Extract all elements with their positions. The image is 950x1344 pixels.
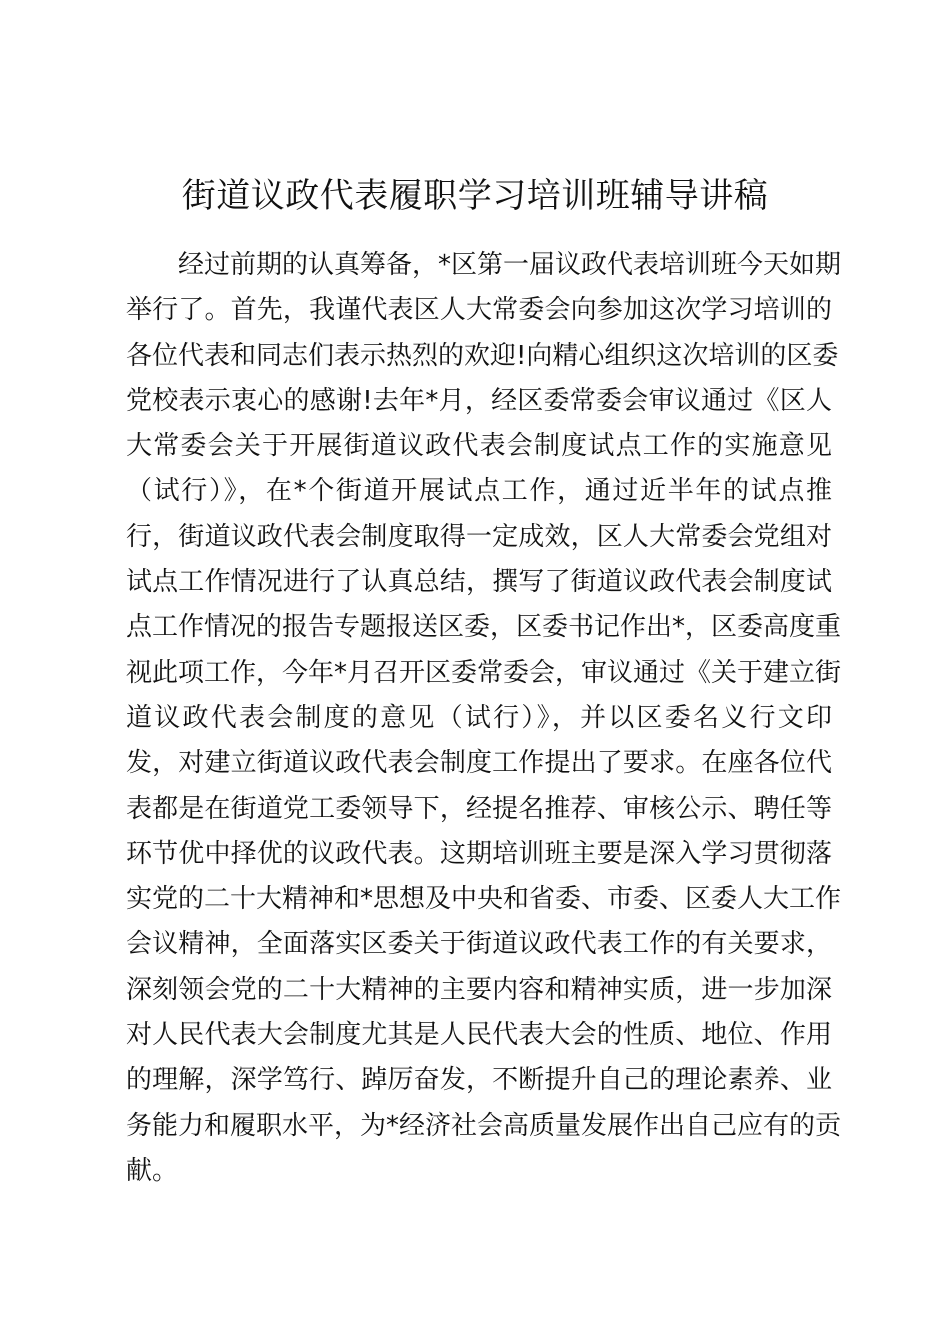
body-line: 务能力和履职水平，为*经济社会高质量发展作出自己应有的贡: [126, 1110, 842, 1141]
body-line: 环节优中择优的议政代表。这期培训班主要是深入学习贯彻落: [126, 838, 832, 869]
body-line: 党校表示衷心的感谢!去年*月，经区委常委会审议通过《区人: [126, 385, 832, 416]
body-line: 会议精神，全面落实区委关于街道议政代表工作的有关要求，: [126, 929, 832, 960]
body-line: 经过前期的认真筹备，*区第一届议政代表培训班今天如期: [178, 250, 842, 280]
document-title: 街道议政代表履职学习培训班辅导讲稿: [181, 176, 769, 216]
body-line: 大常委会关于开展街道议政代表会制度试点工作的实施意见: [126, 431, 832, 462]
body-line: 对人民代表大会制度尤其是人民代表大会的性质、地位、作用: [126, 1020, 832, 1051]
body-line: 视此项工作，今年*月召开区委常委会，审议通过《关于建立街: [126, 657, 842, 688]
body-line: 实党的二十大精神和*思想及中央和省委、市委、区委人大工作: [126, 884, 842, 915]
body-line: 举行了。首先，我谨代表区人大常委会向参加这次学习培训的: [126, 295, 832, 326]
body-line: （试行）》，在*个街道开展试点工作，通过近半年的试点推: [126, 476, 832, 507]
body-line: 深刻领会党的二十大精神的主要内容和精神实质，进一步加深: [126, 974, 832, 1005]
body-line: 的理解，深学笃行、踔厉奋发，不断提升自己的理论素养、业: [126, 1065, 832, 1096]
body-line: 发，对建立街道议政代表会制度工作提出了要求。在座各位代: [126, 748, 832, 779]
body-line: 行，街道议政代表会制度取得一定成效，区人大常委会党组对: [126, 521, 832, 552]
body-line: 道议政代表会制度的意见（试行）》，并以区委名义行文印: [126, 702, 832, 733]
document-body: [126, 243, 842, 1194]
body-line: 表都是在街道党工委领导下，经提名推荐、审核公示、聘任等: [126, 793, 832, 824]
body-line: 献。: [126, 1155, 179, 1186]
body-line: 各位代表和同志们表示热烈的欢迎!向精心组织这次培训的区委: [126, 340, 839, 371]
body-line: 试点工作情况进行了认真总结，撰写了街道议政代表会制度试: [126, 567, 832, 598]
body-line: 点工作情况的报告专题报送区委，区委书记作出*，区委高度重: [126, 612, 842, 643]
